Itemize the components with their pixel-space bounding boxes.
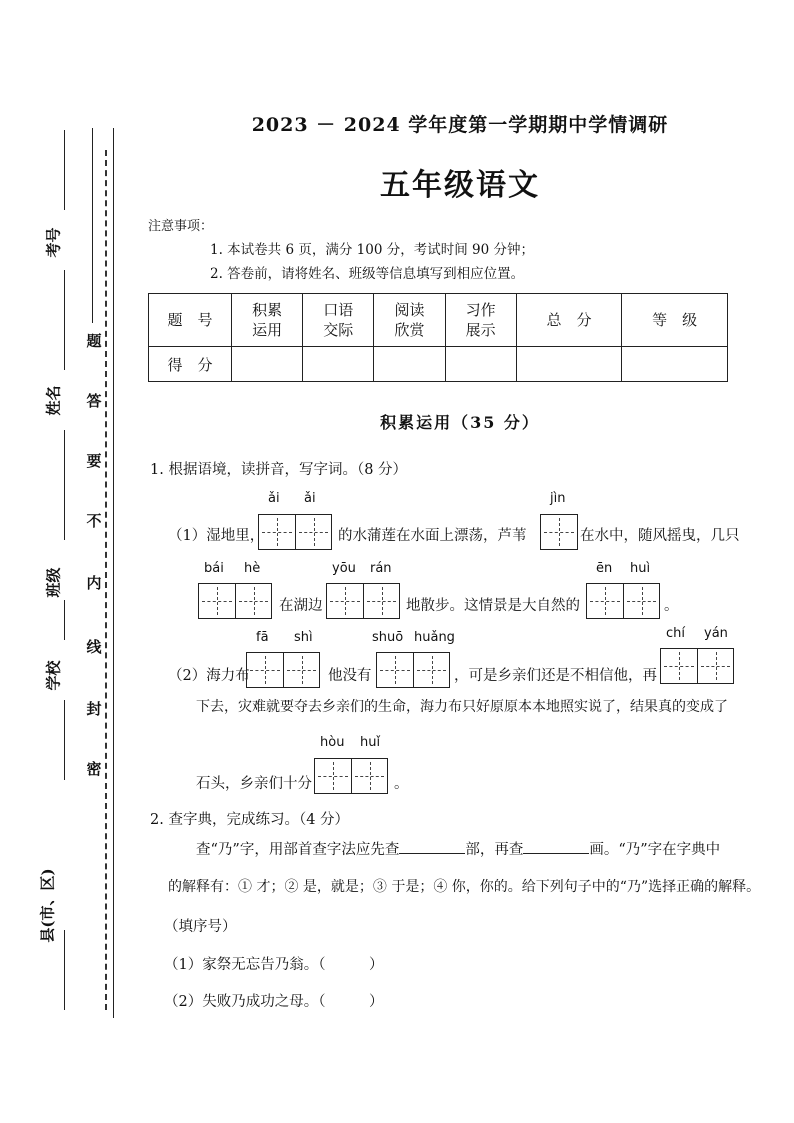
pinyin: huì <box>630 561 651 576</box>
exam-title: 2023 － 2024 学年度第一学期期中学情调研 <box>251 114 669 136</box>
name-line[interactable] <box>64 270 65 370</box>
stroke-count-blank[interactable] <box>523 839 589 854</box>
q1-text: 。 <box>394 776 409 792</box>
school-line-2[interactable] <box>64 700 65 780</box>
score-row-label: 得 分 <box>149 347 232 382</box>
county-line[interactable] <box>64 930 65 1010</box>
notice-heading: 注意事项： <box>148 219 214 234</box>
pinyin: ēn <box>596 561 613 576</box>
q1-text: （2）海力布 <box>168 668 250 684</box>
name-label: 姓名 <box>44 385 63 416</box>
writing-box[interactable] <box>246 652 320 688</box>
pinyin: jìn <box>550 491 566 506</box>
school-line[interactable] <box>64 600 65 640</box>
q1-text: 的水蒲莲在水面上漂荡，芦苇 <box>338 528 527 544</box>
seal-line-dashed <box>105 150 107 1010</box>
seal-char: 答 <box>86 392 102 410</box>
score-header-cell: 总 分 <box>516 294 622 347</box>
q2-text-c: 画。“乃”字在字典中 <box>589 842 721 858</box>
seal-line-top <box>92 128 93 323</box>
county-label: 县(市、区) <box>38 868 57 943</box>
q2-item[interactable]: （1）家祭无忘告乃翁。（ ） <box>164 957 384 973</box>
seal-char: 封 <box>86 700 102 718</box>
radical-blank[interactable] <box>399 839 465 854</box>
q2-definitions: 的解释有：① 才；② 是，就是；③ 于是；④ 你，你的。给下列句子中的“乃”选择正确的解释。 <box>168 879 761 895</box>
pinyin: shì <box>294 630 313 645</box>
school-label: 学校 <box>44 660 63 691</box>
q2-text <box>196 838 720 859</box>
seal-char: 不 <box>86 512 102 530</box>
writing-box[interactable] <box>660 648 734 684</box>
q2-text-a: 查“乃”字，用部首查字法应先查 <box>196 842 400 858</box>
writing-box[interactable] <box>586 583 660 619</box>
seal-char: 线 <box>86 638 102 656</box>
q1-text: 在湖边 <box>279 598 323 614</box>
writing-box[interactable] <box>376 652 450 688</box>
pinyin: huǐ <box>360 735 381 750</box>
score-header-cell: 积累 运用 <box>232 294 303 347</box>
exam-number-label: 考号 <box>44 227 63 258</box>
pinyin: ǎi <box>268 491 280 506</box>
score-cell[interactable] <box>303 347 374 382</box>
score-header-cell: 等 级 <box>622 294 728 347</box>
writing-box[interactable] <box>540 514 578 550</box>
pinyin: fā <box>256 630 269 645</box>
q2-stem: 2. 查字典，完成练习。（4 分） <box>150 812 350 828</box>
q2-text-b: 部，再查 <box>465 842 524 858</box>
q2-instruction: （填序号） <box>164 919 237 935</box>
class-label: 班级 <box>44 567 63 598</box>
q1-text: ，可是乡亲们还是不相信他，再 <box>454 668 657 684</box>
notice-item: 1. 本试卷共 6 页，满分 100 分，考试时间 90 分钟； <box>210 242 534 258</box>
writing-box[interactable] <box>326 583 400 619</box>
q1-text: 下去，灾难就要夺去乡亲们的生命，海力布只好原原本本地照实说了，结果真的变成了 <box>196 699 728 715</box>
score-cell[interactable] <box>445 347 516 382</box>
score-cell[interactable] <box>622 347 728 382</box>
pinyin: huǎng <box>414 630 455 645</box>
pinyin: hè <box>244 561 261 576</box>
score-header-cell: 题 号 <box>149 294 232 347</box>
subject-title: 五年级语文 <box>380 168 540 203</box>
score-header-cell: 口语 交际 <box>303 294 374 347</box>
q1-text: 地散步。这情景是大自然的 <box>406 598 580 614</box>
q1-text: 在水中，随风摇曳，几只 <box>580 528 740 544</box>
score-header-cell: 阅读 欣赏 <box>374 294 445 347</box>
writing-box[interactable] <box>198 583 272 619</box>
writing-box[interactable] <box>258 514 332 550</box>
score-cell[interactable] <box>516 347 622 382</box>
pinyin: chí <box>666 626 685 641</box>
pinyin: ǎi <box>304 491 316 506</box>
score-cell[interactable] <box>232 347 303 382</box>
pinyin: hòu <box>320 735 345 750</box>
exam-number-line[interactable] <box>64 130 65 210</box>
class-line[interactable] <box>64 430 65 540</box>
section-title: 积累运用（35 分） <box>380 413 540 432</box>
q2-item[interactable]: （2）失败乃成功之母。（ ） <box>164 994 384 1010</box>
seal-char: 要 <box>86 452 102 470</box>
pinyin: rán <box>370 561 392 576</box>
q1-text: （1）湿地里， <box>168 528 265 544</box>
score-table <box>148 293 728 382</box>
writing-box[interactable] <box>314 758 388 794</box>
score-header-cell: 习作 展示 <box>445 294 516 347</box>
q1-text: 石头，乡亲们十分 <box>196 776 312 792</box>
pinyin: bái <box>204 561 224 576</box>
pinyin: shuō <box>372 630 404 645</box>
binding-rule <box>113 128 114 1018</box>
seal-char: 内 <box>86 574 102 592</box>
pinyin: yōu <box>332 561 356 576</box>
seal-char: 密 <box>86 760 102 778</box>
score-cell[interactable] <box>374 347 445 382</box>
notice-item: 2. 答卷前，请将姓名、班级等信息填写到相应位置。 <box>210 266 525 282</box>
q1-text: 他没有 <box>328 668 372 684</box>
q1-text: 。 <box>664 598 679 614</box>
pinyin: yán <box>704 626 728 641</box>
q1-stem: 1. 根据语境，读拼音，写字词。（8 分） <box>150 462 408 478</box>
seal-char: 题 <box>86 332 102 350</box>
